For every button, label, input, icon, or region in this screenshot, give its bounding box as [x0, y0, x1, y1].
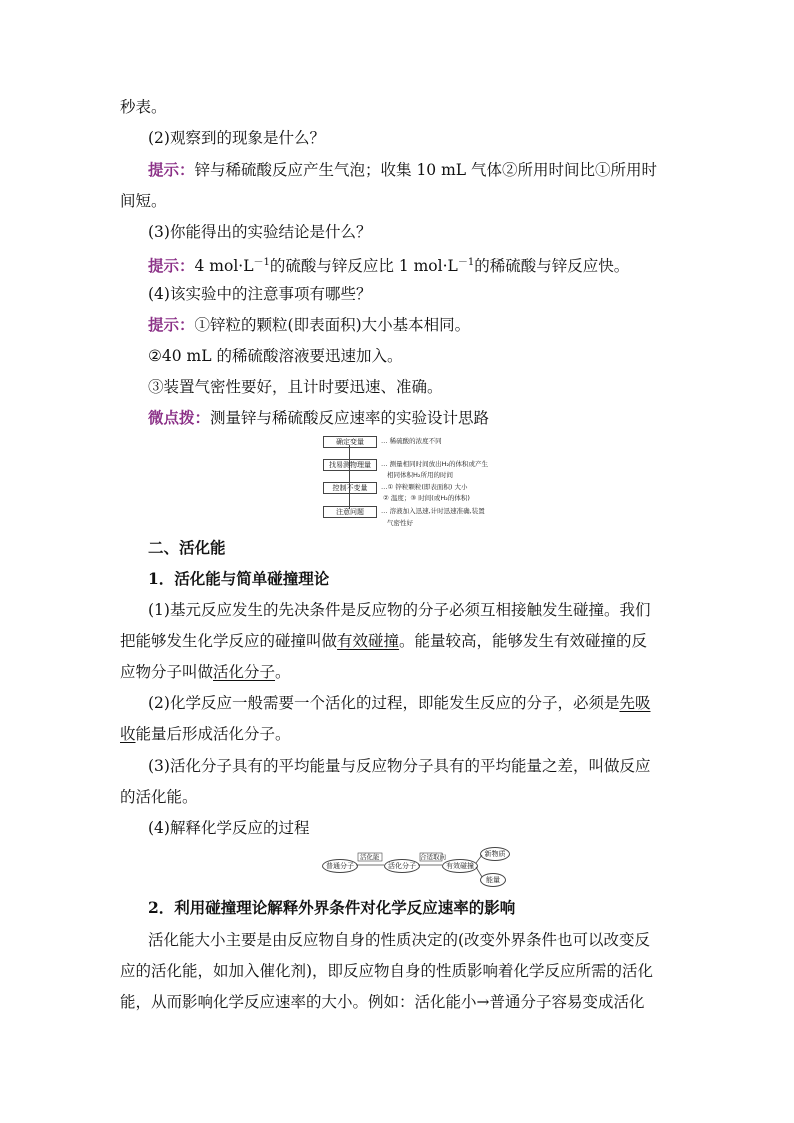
- node-new-substance: 新物质: [480, 847, 510, 861]
- hint-text: 的硫酸与锌反应比 1 mol·L: [269, 257, 458, 275]
- paragraph-line: 的活化能。: [120, 788, 198, 806]
- paragraph-line: [148, 692, 650, 714]
- paragraph-line: [120, 661, 291, 683]
- hint-text: 的稀硫酸与锌反应快。: [474, 257, 630, 275]
- node-energy: 能量: [480, 873, 506, 887]
- paragraph-line: 活化能大小主要是由反应物自身的性质决定的(改变外界条件也可以改变反: [148, 931, 651, 949]
- text-line: 秒表。: [120, 98, 167, 116]
- hint-line: [148, 252, 629, 277]
- paragraph-line: [120, 723, 291, 745]
- node-activated-molecule: 活化分子: [384, 859, 420, 873]
- flow-note: … 稀硫酸的浓度不同: [381, 437, 442, 445]
- flow-box: 注意问题: [323, 506, 377, 518]
- key-term: 活化分子: [213, 663, 276, 681]
- flow-note: … 测量相同时间放出H₂的体积或产生: [381, 460, 489, 468]
- hint-label: 提示：: [148, 315, 195, 334]
- flow-note: 气密性好: [387, 519, 413, 527]
- text-run: 。能量较高，能够发生有效碰撞的反: [399, 632, 648, 650]
- text-run: 能量后形成活化分子。: [135, 725, 291, 743]
- text-line: ②40 mL 的稀硫酸溶液要迅速加入。: [148, 347, 403, 365]
- key-term: 收: [120, 725, 136, 743]
- hint-text: 4 mol·L: [194, 257, 254, 275]
- text-run: 把能够发生化学反应的碰撞叫做: [120, 632, 338, 650]
- paragraph-line: (3)活化分子具有的平均能量与反应物分子具有的平均能量之差，叫做反应: [148, 757, 651, 775]
- subsection-heading: 2．利用碰撞理论解释外界条件对化学反应速率的影响: [148, 898, 516, 917]
- connector-line: [349, 445, 350, 509]
- flow-note: 相同体积H₂所用的时间: [387, 471, 453, 479]
- node-ordinary-molecule: 普通分子: [322, 859, 358, 873]
- hint-line: [148, 314, 470, 336]
- paragraph-line: (1)基元反应发生的先决条件是反应物的分子必须互相接触发生碰撞。我们: [148, 601, 651, 619]
- question-3: (3)你能得出的实验结论是什么？: [148, 223, 372, 241]
- subsection-heading: 1．活化能与简单碰撞理论: [148, 569, 330, 588]
- tip-text: 测量锌与稀硫酸反应速率的实验设计思路: [210, 409, 490, 427]
- key-term: 有效碰撞: [337, 632, 400, 650]
- text-run: 应物分子叫做: [120, 663, 214, 681]
- text-run: (2)化学反应一般需要一个活化的过程，即能发生反应的分子，必须是: [148, 694, 620, 712]
- flow-note: …① 锌粒颗粒(即表面积) 大小: [381, 483, 468, 491]
- flow-box: 找易测物理量: [323, 459, 377, 471]
- text-line: ③装置气密性要好，且计时要迅速、准确。: [148, 378, 443, 396]
- experiment-design-flowchart: [323, 434, 503, 544]
- flow-box: 控制不变量: [323, 482, 377, 494]
- flow-note: ② 温度；③ 时间(或H₂的体积): [383, 494, 470, 502]
- paragraph-line: 应的活化能，如加入催化剂)，即反应物自身的性质影响着化学反应所需的活化: [120, 962, 654, 980]
- hint-label: 提示：: [148, 256, 195, 275]
- paragraph-line: [120, 630, 647, 652]
- tip-label: 微点拨：: [148, 408, 211, 427]
- reaction-process-diagram: [322, 845, 508, 887]
- flow-box: 确定变量: [323, 436, 377, 448]
- hint-line: [148, 159, 657, 181]
- superscript: －1: [457, 257, 475, 268]
- text-run: 。: [275, 663, 291, 681]
- hint-text: ①锌粒的颗粒(即表面积)大小基本相同。: [194, 316, 471, 334]
- text-line: 间短。: [120, 192, 167, 210]
- hint-text: 锌与稀硫酸反应产生气泡；收集 10 mL 气体②所用时间比①所用时: [194, 161, 658, 179]
- key-term: 先吸: [619, 694, 651, 712]
- hint-label: 提示：: [148, 160, 195, 179]
- edge-label: 合适取向: [420, 853, 446, 861]
- paragraph-line: 能，从而影响化学反应速率的大小。例如：活化能小→普通分子容易变成活化: [120, 993, 645, 1011]
- paragraph-line: (4)解释化学反应的过程: [148, 819, 310, 837]
- question-2: (2)观察到的现象是什么？: [148, 129, 325, 147]
- flow-note: … 溶液加入迅速,计时迅速准确,装置: [381, 507, 485, 515]
- node-effective-collision: 有效碰撞: [442, 859, 478, 873]
- section-heading: 二、活化能: [148, 538, 226, 557]
- question-4: (4)该实验中的注意事项有哪些？: [148, 285, 372, 303]
- edge-label: 活化能: [360, 853, 380, 861]
- tip-line: [148, 407, 489, 429]
- superscript: －1: [253, 257, 270, 268]
